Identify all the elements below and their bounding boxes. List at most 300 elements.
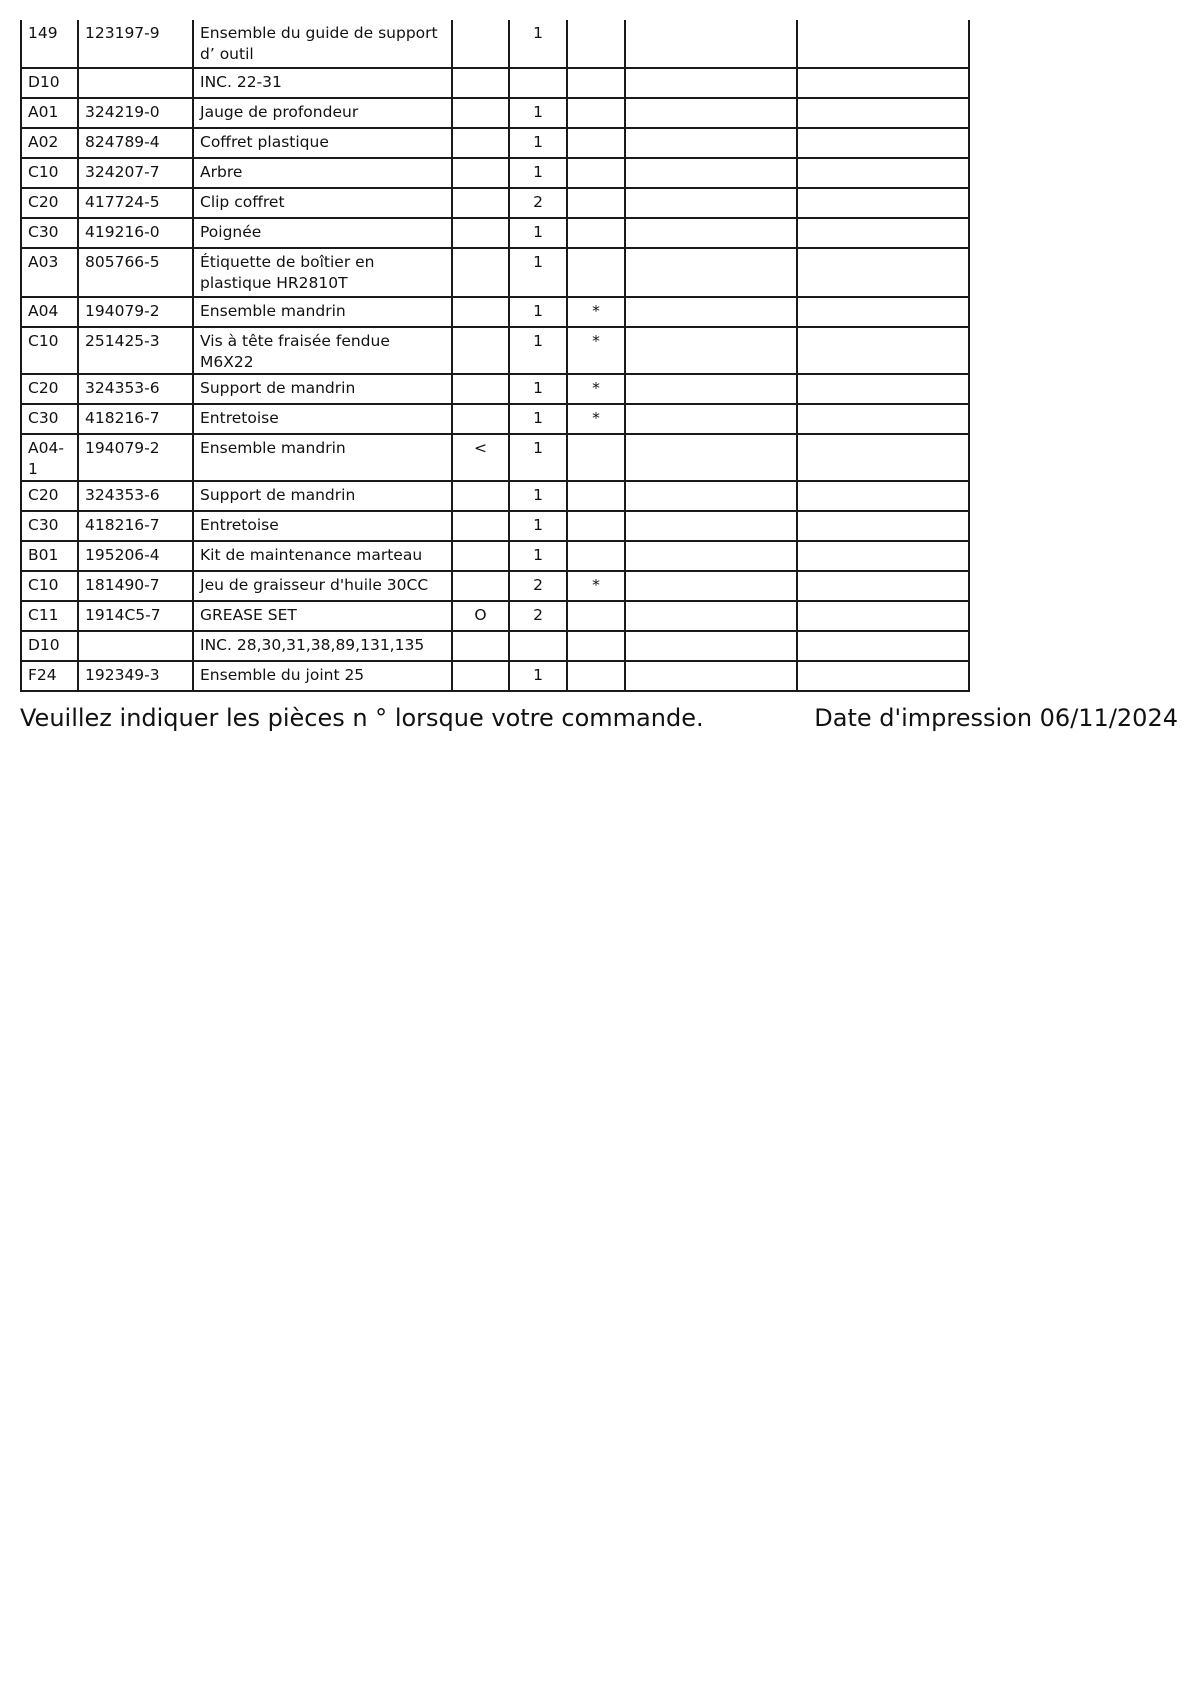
note-cell xyxy=(452,327,509,374)
table-row xyxy=(21,128,969,158)
quantity-cell xyxy=(509,374,567,404)
empty-cell xyxy=(797,404,969,434)
empty-cell xyxy=(625,374,797,404)
mark-cell xyxy=(567,404,625,434)
table-row xyxy=(21,188,969,218)
item-number-cell xyxy=(21,481,78,511)
mark-text xyxy=(574,99,618,102)
quantity-text: 1 xyxy=(533,133,543,151)
part-number-text: 418216-7 xyxy=(85,516,160,534)
quantity-text: 1 xyxy=(533,379,543,397)
mark-cell xyxy=(567,374,625,404)
empty-cell xyxy=(797,631,969,661)
quantity-cell xyxy=(509,20,567,68)
quantity-text: 1 xyxy=(533,163,543,181)
quantity-cell xyxy=(509,327,567,374)
quantity-text: 1 xyxy=(533,302,543,320)
part-number-cell xyxy=(78,68,193,98)
empty-cell xyxy=(797,218,969,248)
empty-cell xyxy=(625,158,797,188)
empty-cell xyxy=(625,188,797,218)
part-number-cell xyxy=(78,511,193,541)
part-number-cell xyxy=(78,374,193,404)
note-cell xyxy=(452,404,509,434)
note-cell xyxy=(452,68,509,98)
description-text: Entretoise xyxy=(200,516,279,534)
item-number-cell xyxy=(21,98,78,128)
mark-text: * xyxy=(592,302,600,320)
print-date: Date d'impression 06/11/2024 xyxy=(814,704,1178,732)
part-number-cell xyxy=(78,218,193,248)
note-text xyxy=(459,249,502,252)
note-cell xyxy=(452,297,509,327)
item-number-cell xyxy=(21,218,78,248)
description-text: Poignée xyxy=(200,223,262,241)
quantity-text: 1 xyxy=(533,253,543,271)
item-number-cell xyxy=(21,661,78,691)
quantity-cell xyxy=(509,218,567,248)
quantity-text: 2 xyxy=(533,193,543,211)
mark-text xyxy=(574,249,618,252)
note-text xyxy=(459,298,502,301)
part-number-text: 417724-5 xyxy=(85,193,160,211)
part-number-text: 824789-4 xyxy=(85,133,160,151)
item-number-cell xyxy=(21,541,78,571)
part-number-cell xyxy=(78,434,193,481)
description-text: Arbre xyxy=(200,163,243,181)
note-text xyxy=(459,542,502,545)
note-text xyxy=(459,328,502,331)
part-number-cell xyxy=(78,404,193,434)
mark-text xyxy=(574,435,618,438)
mark-cell xyxy=(567,218,625,248)
note-cell xyxy=(452,188,509,218)
empty-cell xyxy=(797,128,969,158)
order-instruction: Veuillez indiquer les pièces n ° lorsque votre commande. xyxy=(20,704,704,732)
mark-text xyxy=(574,20,618,23)
table-row xyxy=(21,20,969,68)
note-cell xyxy=(452,20,509,68)
description-text: Kit de maintenance marteau xyxy=(200,546,423,564)
part-number-cell xyxy=(78,297,193,327)
part-number-text: 194079-2 xyxy=(85,302,160,320)
quantity-text: 1 xyxy=(533,546,543,564)
part-number-text xyxy=(85,69,186,72)
note-text xyxy=(459,662,502,665)
description-cell xyxy=(193,631,452,661)
mark-text: * xyxy=(592,576,600,594)
item-number-text: C10 xyxy=(28,332,59,350)
quantity-cell xyxy=(509,511,567,541)
item-number-text: C30 xyxy=(28,409,59,427)
part-number-text: 181490-7 xyxy=(85,576,160,594)
mark-text xyxy=(574,512,618,515)
empty-cell xyxy=(797,434,969,481)
note-cell xyxy=(452,374,509,404)
note-text xyxy=(459,482,502,485)
part-number-cell xyxy=(78,571,193,601)
note-cell xyxy=(452,158,509,188)
empty-cell xyxy=(797,511,969,541)
empty-cell xyxy=(625,661,797,691)
part-number-cell xyxy=(78,20,193,68)
part-number-text: 419216-0 xyxy=(85,223,160,241)
part-number-text: 324353-6 xyxy=(85,486,160,504)
part-number-text xyxy=(85,632,186,635)
description-cell xyxy=(193,158,452,188)
description-text: GREASE SET xyxy=(200,606,297,624)
quantity-cell xyxy=(509,248,567,297)
item-number-text: D10 xyxy=(28,73,60,91)
table-row xyxy=(21,661,969,691)
part-number-cell xyxy=(78,541,193,571)
quantity-cell xyxy=(509,98,567,128)
description-text: Étiquette de boîtier en plastique HR2810T xyxy=(200,253,375,292)
empty-cell xyxy=(797,158,969,188)
table-row xyxy=(21,327,969,374)
table-row xyxy=(21,481,969,511)
description-text: Ensemble mandrin xyxy=(200,439,346,457)
mark-text: * xyxy=(592,409,600,427)
mark-text xyxy=(574,662,618,665)
quantity-text xyxy=(516,632,560,635)
empty-cell xyxy=(625,601,797,631)
part-number-cell xyxy=(78,481,193,511)
note-text xyxy=(459,99,502,102)
table-row xyxy=(21,248,969,297)
item-number-text: D10 xyxy=(28,636,60,654)
empty-cell xyxy=(797,68,969,98)
quantity-cell xyxy=(509,631,567,661)
note-text xyxy=(459,20,502,23)
description-cell xyxy=(193,511,452,541)
item-number-cell xyxy=(21,128,78,158)
item-number-text: A01 xyxy=(28,103,59,121)
item-number-text: F24 xyxy=(28,666,57,684)
mark-cell xyxy=(567,511,625,541)
note-cell xyxy=(452,601,509,631)
part-number-text: 324207-7 xyxy=(85,163,160,181)
mark-cell xyxy=(567,327,625,374)
quantity-cell xyxy=(509,541,567,571)
table-row xyxy=(21,297,969,327)
quantity-text: 1 xyxy=(533,486,543,504)
empty-cell xyxy=(625,434,797,481)
description-cell xyxy=(193,68,452,98)
empty-cell xyxy=(625,327,797,374)
empty-cell xyxy=(625,511,797,541)
empty-cell xyxy=(625,68,797,98)
description-cell xyxy=(193,248,452,297)
empty-cell xyxy=(797,188,969,218)
part-number-text: 251425-3 xyxy=(85,332,160,350)
note-text xyxy=(459,512,502,515)
empty-cell xyxy=(797,601,969,631)
table-row xyxy=(21,218,969,248)
mark-text xyxy=(574,219,618,222)
part-number-text: 1914C5-7 xyxy=(85,606,161,624)
description-text: Jeu de graisseur d'huile 30CC xyxy=(200,576,429,594)
item-number-cell xyxy=(21,404,78,434)
description-cell xyxy=(193,661,452,691)
quantity-cell xyxy=(509,158,567,188)
description-cell xyxy=(193,98,452,128)
note-text xyxy=(459,375,502,378)
quantity-cell xyxy=(509,601,567,631)
mark-cell xyxy=(567,297,625,327)
description-cell xyxy=(193,20,452,68)
item-number-cell xyxy=(21,20,78,68)
item-number-text: C10 xyxy=(28,576,59,594)
description-text: Support de mandrin xyxy=(200,379,356,397)
quantity-text: 1 xyxy=(533,24,543,42)
empty-cell xyxy=(625,631,797,661)
description-text: Jauge de profondeur xyxy=(200,103,359,121)
part-number-cell xyxy=(78,128,193,158)
table-row xyxy=(21,541,969,571)
quantity-text: 1 xyxy=(533,666,543,684)
quantity-text: 1 xyxy=(533,223,543,241)
item-number-cell xyxy=(21,601,78,631)
note-cell xyxy=(452,248,509,297)
item-number-cell xyxy=(21,511,78,541)
part-number-text: 192349-3 xyxy=(85,666,160,684)
quantity-text: 1 xyxy=(533,409,543,427)
part-number-cell xyxy=(78,158,193,188)
item-number-text: C10 xyxy=(28,163,59,181)
mark-text: * xyxy=(592,379,600,397)
item-number-text: C20 xyxy=(28,486,59,504)
item-number-text: A02 xyxy=(28,133,59,151)
description-cell xyxy=(193,434,452,481)
quantity-text: 1 xyxy=(533,439,543,457)
mark-text xyxy=(574,69,618,72)
part-number-text: 418216-7 xyxy=(85,409,160,427)
part-number-text: 324353-6 xyxy=(85,379,160,397)
item-number-cell xyxy=(21,571,78,601)
note-cell xyxy=(452,661,509,691)
quantity-text: 1 xyxy=(533,103,543,121)
parts-table xyxy=(20,20,970,692)
mark-cell xyxy=(567,248,625,297)
item-number-text: C20 xyxy=(28,193,59,211)
empty-cell xyxy=(625,404,797,434)
empty-cell xyxy=(625,541,797,571)
description-cell xyxy=(193,404,452,434)
part-number-text: 195206-4 xyxy=(85,546,160,564)
quantity-cell xyxy=(509,481,567,511)
mark-cell xyxy=(567,601,625,631)
parts-table-body xyxy=(21,20,969,691)
part-number-cell xyxy=(78,327,193,374)
item-number-cell xyxy=(21,434,78,481)
description-cell xyxy=(193,571,452,601)
table-row xyxy=(21,571,969,601)
part-number-cell xyxy=(78,188,193,218)
item-number-cell xyxy=(21,631,78,661)
empty-cell xyxy=(625,571,797,601)
quantity-cell xyxy=(509,571,567,601)
quantity-cell xyxy=(509,68,567,98)
table-row xyxy=(21,98,969,128)
note-cell xyxy=(452,631,509,661)
mark-text xyxy=(574,129,618,132)
note-cell xyxy=(452,434,509,481)
description-cell xyxy=(193,188,452,218)
empty-cell xyxy=(797,571,969,601)
empty-cell xyxy=(797,661,969,691)
empty-cell xyxy=(625,248,797,297)
quantity-cell xyxy=(509,128,567,158)
part-number-text: 324219-0 xyxy=(85,103,160,121)
quantity-cell xyxy=(509,434,567,481)
description-text: Ensemble du guide de support d’ outil xyxy=(200,24,438,63)
description-text: Support de mandrin xyxy=(200,486,356,504)
mark-cell xyxy=(567,434,625,481)
part-number-cell xyxy=(78,98,193,128)
quantity-text: 2 xyxy=(533,606,543,624)
item-number-text: A04-1 xyxy=(28,439,64,478)
quantity-cell xyxy=(509,297,567,327)
empty-cell xyxy=(797,374,969,404)
mark-cell xyxy=(567,68,625,98)
description-text: Entretoise xyxy=(200,409,279,427)
item-number-text: C20 xyxy=(28,379,59,397)
empty-cell xyxy=(797,20,969,68)
empty-cell xyxy=(797,327,969,374)
description-text: INC. 22-31 xyxy=(200,73,282,91)
item-number-cell xyxy=(21,68,78,98)
note-cell xyxy=(452,128,509,158)
empty-cell xyxy=(625,218,797,248)
item-number-cell xyxy=(21,188,78,218)
empty-cell xyxy=(625,128,797,158)
mark-text xyxy=(574,542,618,545)
note-text xyxy=(459,572,502,575)
table-row xyxy=(21,374,969,404)
description-cell xyxy=(193,481,452,511)
note-text xyxy=(459,69,502,72)
empty-cell xyxy=(625,481,797,511)
item-number-cell xyxy=(21,374,78,404)
mark-cell xyxy=(567,481,625,511)
description-cell xyxy=(193,218,452,248)
mark-text xyxy=(574,602,618,605)
note-text xyxy=(459,632,502,635)
mark-text xyxy=(574,159,618,162)
quantity-cell xyxy=(509,188,567,218)
empty-cell xyxy=(797,297,969,327)
table-row xyxy=(21,68,969,98)
note-text xyxy=(459,159,502,162)
note-text xyxy=(459,189,502,192)
note-text xyxy=(459,405,502,408)
description-text: INC. 28,30,31,38,89,131,135 xyxy=(200,636,425,654)
note-cell xyxy=(452,98,509,128)
mark-cell xyxy=(567,631,625,661)
note-cell xyxy=(452,481,509,511)
quantity-cell xyxy=(509,661,567,691)
note-cell xyxy=(452,218,509,248)
quantity-text: 1 xyxy=(533,332,543,350)
description-text: Ensemble mandrin xyxy=(200,302,346,320)
note-cell xyxy=(452,571,509,601)
empty-cell xyxy=(797,541,969,571)
note-text: O xyxy=(474,606,487,624)
description-text: Coffret plastique xyxy=(200,133,329,151)
description-text: Clip coffret xyxy=(200,193,285,211)
note-cell xyxy=(452,541,509,571)
mark-text xyxy=(574,482,618,485)
item-number-text: B01 xyxy=(28,546,59,564)
item-number-cell xyxy=(21,248,78,297)
part-number-text: 194079-2 xyxy=(85,439,160,457)
mark-cell xyxy=(567,128,625,158)
empty-cell xyxy=(797,248,969,297)
description-cell xyxy=(193,327,452,374)
note-text xyxy=(459,129,502,132)
table-row xyxy=(21,404,969,434)
mark-cell xyxy=(567,661,625,691)
part-number-text: 805766-5 xyxy=(85,253,160,271)
description-cell xyxy=(193,374,452,404)
description-cell xyxy=(193,128,452,158)
empty-cell xyxy=(797,98,969,128)
description-text: Vis à tête fraisée fendue M6X22 xyxy=(200,332,390,371)
mark-cell xyxy=(567,158,625,188)
empty-cell xyxy=(625,98,797,128)
mark-text xyxy=(574,632,618,635)
item-number-text: 149 xyxy=(28,24,58,42)
item-number-text: A03 xyxy=(28,253,59,271)
quantity-text: 2 xyxy=(533,576,543,594)
description-cell xyxy=(193,601,452,631)
quantity-text: 1 xyxy=(533,516,543,534)
empty-cell xyxy=(797,481,969,511)
mark-text: * xyxy=(592,332,600,350)
part-number-cell xyxy=(78,248,193,297)
mark-cell xyxy=(567,541,625,571)
mark-cell xyxy=(567,188,625,218)
description-cell xyxy=(193,541,452,571)
item-number-text: C11 xyxy=(28,606,59,624)
table-row xyxy=(21,434,969,481)
item-number-cell xyxy=(21,327,78,374)
table-row xyxy=(21,631,969,661)
table-row xyxy=(21,511,969,541)
part-number-cell xyxy=(78,631,193,661)
part-number-cell xyxy=(78,601,193,631)
note-text xyxy=(459,219,502,222)
description-text: Ensemble du joint 25 xyxy=(200,666,365,684)
mark-text xyxy=(574,189,618,192)
note-text: < xyxy=(474,439,487,457)
empty-cell xyxy=(625,20,797,68)
table-row xyxy=(21,158,969,188)
item-number-cell xyxy=(21,158,78,188)
empty-cell xyxy=(625,297,797,327)
part-number-cell xyxy=(78,661,193,691)
quantity-text xyxy=(516,69,560,72)
item-number-text: A04 xyxy=(28,302,59,320)
table-row xyxy=(21,601,969,631)
note-cell xyxy=(452,511,509,541)
quantity-cell xyxy=(509,404,567,434)
mark-cell xyxy=(567,20,625,68)
description-cell xyxy=(193,297,452,327)
mark-cell xyxy=(567,571,625,601)
mark-cell xyxy=(567,98,625,128)
